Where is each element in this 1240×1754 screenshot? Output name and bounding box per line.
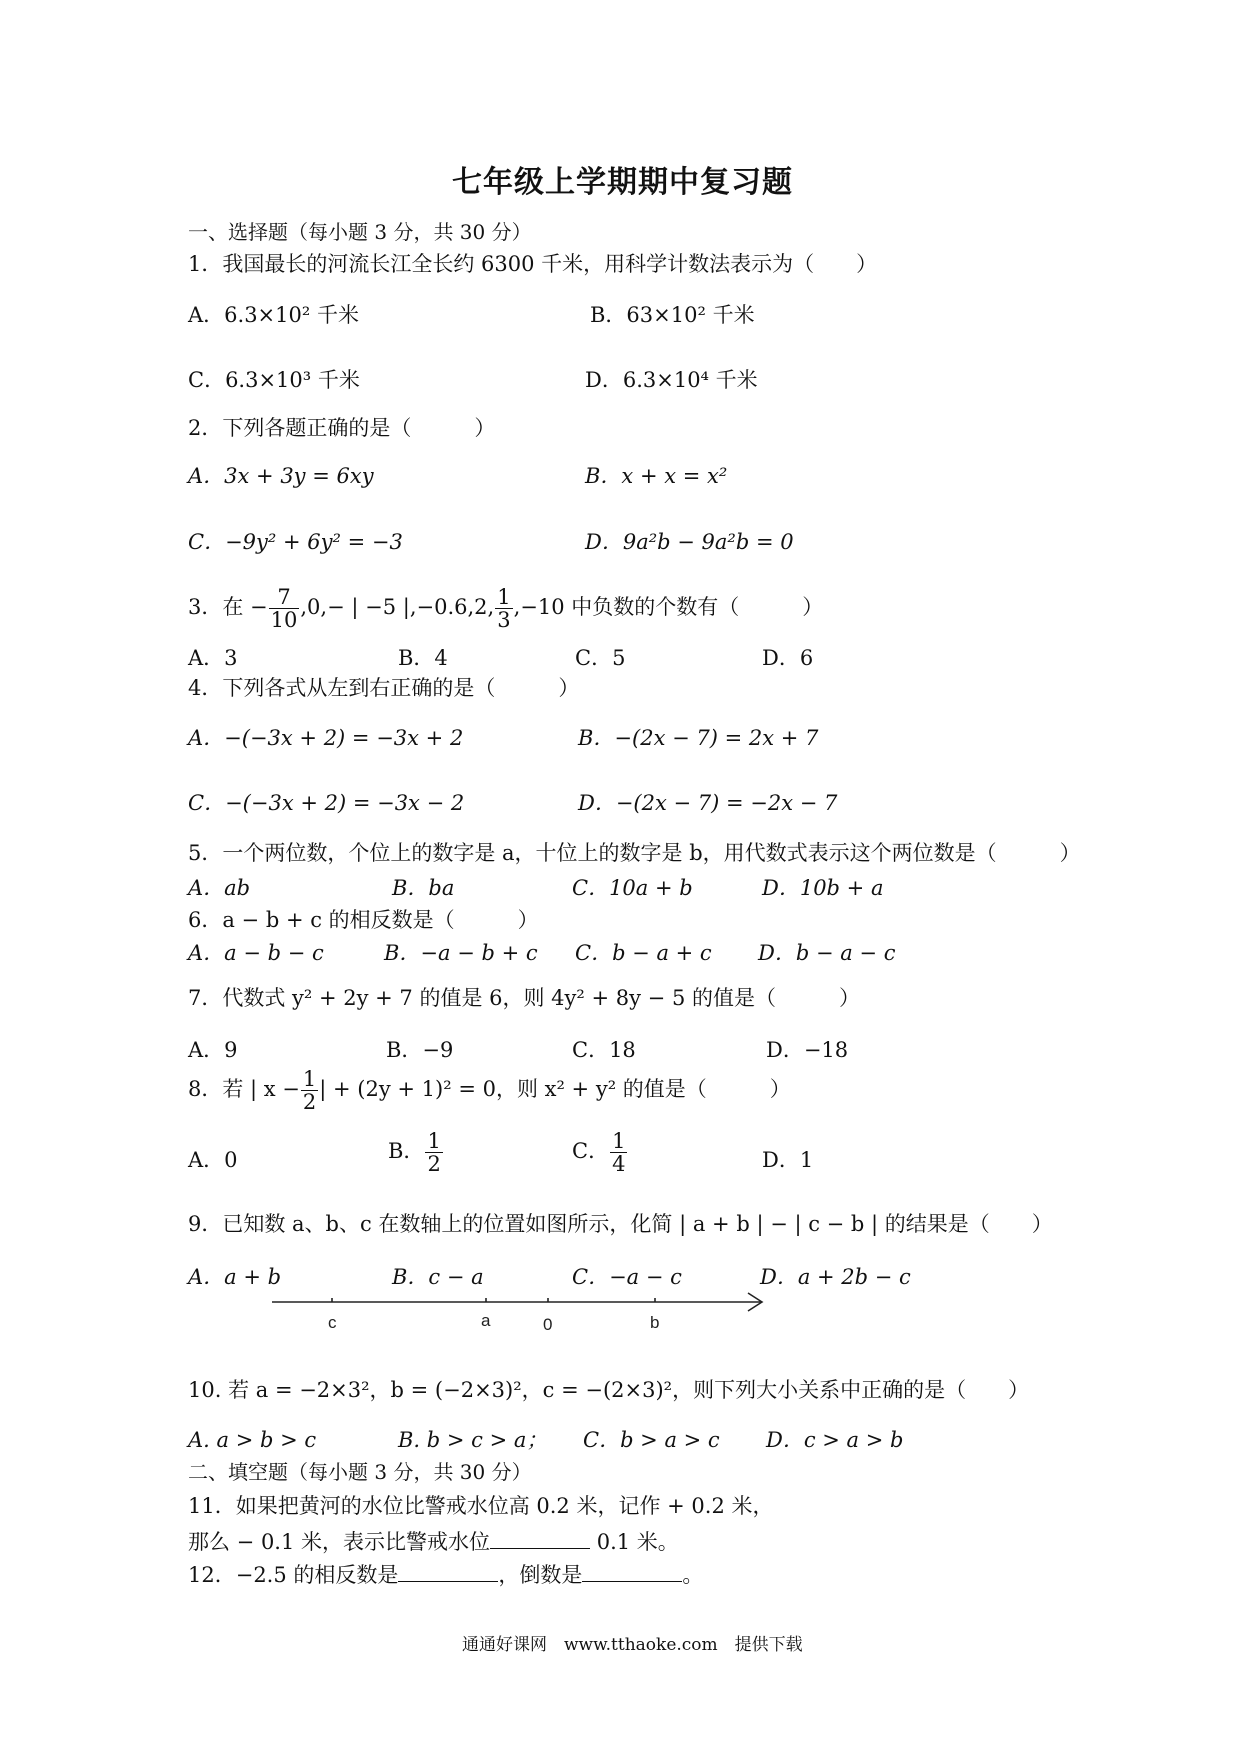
question-1-stem: 1．我国最长的河流长江全长约 6300 千米，用科学计数法表示为（ ） <box>188 252 878 276</box>
question-9-option-a: A．a + b <box>188 1265 282 1289</box>
answer-blank-12-reciprocal[interactable] <box>582 1563 682 1582</box>
question-3-option-a: A．3 <box>188 646 238 670</box>
section-heading-choice: 一、选择题（每小题 3 分，共 30 分） <box>188 220 532 244</box>
label-b: b <box>650 1313 660 1332</box>
question-6-option-a: A．a − b − c <box>188 941 324 965</box>
question-5-option-b: B．ba <box>392 876 455 900</box>
question-10-option-a: A. a > b > c <box>188 1428 317 1452</box>
page-footer: 通通好课网 www.tthaoke.com 提供下载 <box>462 1635 803 1655</box>
question-4-stem: 4．下列各式从左到右正确的是（ ） <box>188 676 580 700</box>
question-1-option-a: A．6.3×10² 千米 <box>188 303 359 327</box>
question-5-option-d: D．10b + a <box>762 876 884 900</box>
fraction-option-b: $\frac{1}{2}$ <box>427 1129 441 1177</box>
fraction-option-c: $\frac{1}{4}$ <box>612 1129 626 1177</box>
question-9-stem: 9．已知数 a、b、c 在数轴上的位置如图所示，化简 | a + b | − | c − b | 的结果是（ ） <box>188 1212 1053 1236</box>
question-4-option-d: D．−(2x − 7) = −2x − 7 <box>578 791 838 815</box>
question-7-option-d: D．−18 <box>766 1038 849 1062</box>
question-8-option-b: B． $\frac{1}{2}$ <box>388 1129 441 1177</box>
question-11-line-1: 11．如果把黄河的水位比警戒水位高 0.2 米，记作 + 0.2 米， <box>188 1494 774 1518</box>
label-c: c <box>328 1313 337 1332</box>
page-title: 七年级上学期期中复习题 <box>452 165 793 200</box>
question-3-option-b: B．4 <box>398 646 448 670</box>
question-10-stem: 10. 若 a = −2×3²，b = (−2×3)²，c = −(2×3)²，则下列大小关系中正确的是（ ） <box>188 1378 1030 1402</box>
question-8-option-c: C． $\frac{1}{4}$ <box>572 1129 626 1177</box>
question-8-prefix: 8．若 | x − <box>188 1077 300 1102</box>
question-7-option-c: C．18 <box>572 1038 636 1062</box>
answer-blank-12-opposite[interactable] <box>398 1563 498 1582</box>
question-10-option-d: D．c > a > b <box>766 1428 904 1452</box>
question-5-option-a: A．ab <box>188 876 251 900</box>
question-6-stem: 6．a − b + c 的相反数是（ ） <box>188 908 539 932</box>
question-3-middle: ,0,− | −5 |,−0.6,2, <box>300 595 495 620</box>
question-1-option-b: B．63×10² 千米 <box>590 303 755 327</box>
fraction-1-3: $\frac{1}{3}$ <box>497 585 511 633</box>
question-3-option-d: D．6 <box>762 646 814 670</box>
label-a: a <box>481 1311 491 1330</box>
question-7-stem: 7．代数式 y² + 2y + 7 的值是 6，则 4y² + 8y − 5 的值是（ ） <box>188 986 860 1010</box>
question-11-line-2: 那么 − 0.1 米，表示比警戒水位 0.1 米。 <box>188 1530 679 1554</box>
question-7-option-a: A．9 <box>188 1038 238 1062</box>
question-2-option-d: D．9a²b − 9a²b = 0 <box>585 530 794 554</box>
question-3-option-c: C．5 <box>575 646 626 670</box>
question-6-option-b: B．−a − b + c <box>384 941 538 965</box>
question-6-option-d: D．b − a − c <box>758 941 896 965</box>
question-8-stem <box>188 1068 791 1113</box>
fraction-1-2: $\frac{1}{2}$ <box>302 1067 317 1115</box>
question-8-suffix: | + (2y + 1)² = 0，则 x² + y² 的值是（ ） <box>319 1077 791 1102</box>
question-4-option-a: A．−(−3x + 2) = −3x + 2 <box>188 726 464 750</box>
section-heading-fill-in: 二、填空题（每小题 3 分，共 30 分） <box>188 1460 532 1484</box>
question-12: 12．−2.5 的相反数是 ，倒数是 。 <box>188 1563 704 1587</box>
question-1-option-c: C．6.3×10³ 千米 <box>188 368 360 392</box>
question-2-stem: 2．下列各题正确的是（ ） <box>188 416 496 440</box>
question-7-option-b: B．−9 <box>386 1038 454 1062</box>
question-4-option-b: B．−(2x − 7) = 2x + 7 <box>578 726 819 750</box>
question-3-suffix: ,−10 中负数的个数有（ ） <box>513 595 824 620</box>
question-2-option-a: A．3x + 3y = 6xy <box>188 464 374 488</box>
question-2-option-c: C．−9y² + 6y² = −3 <box>188 530 403 554</box>
question-3-prefix: 3．在 − <box>188 595 268 620</box>
question-5-stem: 5．一个两位数，个位上的数字是 a，十位上的数字是 b，用代数式表示这个两位数是（ ） <box>188 841 1081 865</box>
fraction-7-10: $\frac{7}{10}$ <box>270 585 298 633</box>
answer-blank-11[interactable] <box>490 1530 590 1549</box>
number-line-svg <box>272 1290 772 1340</box>
number-line-figure <box>272 1290 772 1340</box>
question-2-option-b: B．x + x = x² <box>585 464 728 488</box>
label-zero: 0 <box>543 1315 553 1334</box>
question-9-option-b: B．c − a <box>392 1265 484 1289</box>
question-10-option-c: C．b > a > c <box>583 1428 720 1452</box>
question-8-option-a: A．0 <box>188 1148 238 1172</box>
question-6-option-c: C．b − a + c <box>575 941 712 965</box>
question-9-option-d: D．a + 2b − c <box>760 1265 911 1289</box>
question-5-option-c: C．10a + b <box>572 876 693 900</box>
question-1-option-d: D．6.3×10⁴ 千米 <box>585 368 758 392</box>
question-10-option-b: B. b > c > a； <box>398 1428 548 1452</box>
question-9-option-c: C．−a − c <box>572 1265 682 1289</box>
question-3-stem <box>188 586 823 631</box>
question-8-option-d: D．1 <box>762 1148 814 1172</box>
question-4-option-c: C．−(−3x + 2) = −3x − 2 <box>188 791 465 815</box>
